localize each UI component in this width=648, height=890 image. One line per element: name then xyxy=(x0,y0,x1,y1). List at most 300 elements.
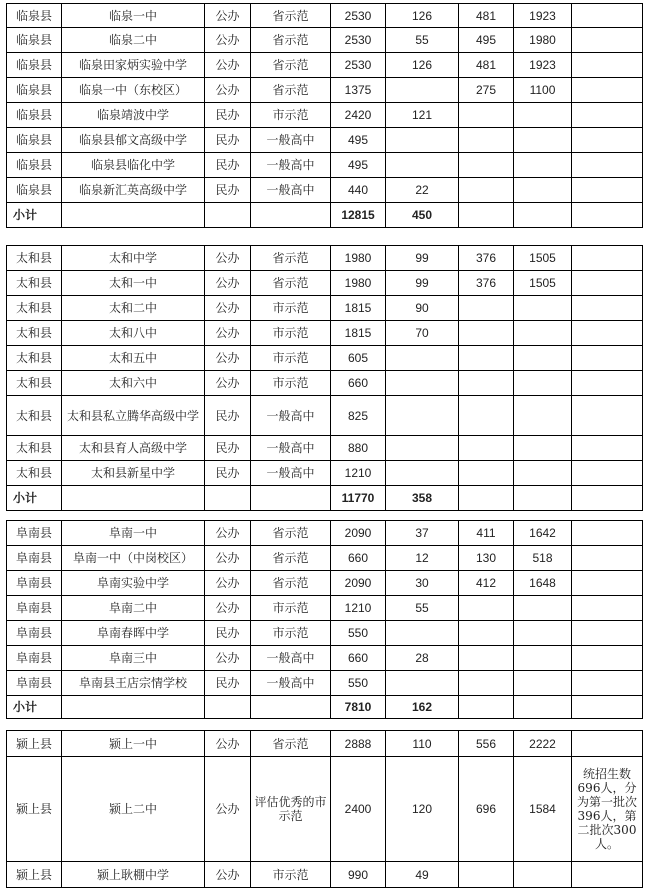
note-cell: 统招生数696人，分为第一批次396人，第二批次300人。 xyxy=(572,757,643,862)
quota-cell: 450 xyxy=(386,203,459,228)
quota-cell: 37 xyxy=(386,521,459,546)
enrollment-cell: 12815 xyxy=(331,203,386,228)
county-cell: 阜南县 xyxy=(7,621,62,646)
batch-one-cell xyxy=(459,346,514,371)
enrollment-cell: 825 xyxy=(331,396,386,436)
batch-one-cell: 412 xyxy=(459,571,514,596)
batch-two-cell: 1584 xyxy=(514,757,572,862)
county-cell: 阜南县 xyxy=(7,571,62,596)
quota-cell: 110 xyxy=(386,731,459,757)
enrollment-table-linquan xyxy=(6,3,643,228)
enrollment-cell: 1980 xyxy=(331,271,386,296)
enrollment-cell: 990 xyxy=(331,862,386,888)
county-cell: 太和县 xyxy=(7,371,62,396)
ownership-cell: 公办 xyxy=(205,757,251,862)
school-cell: 太和六中 xyxy=(62,371,205,396)
county-cell: 颍上县 xyxy=(7,731,62,757)
note-cell xyxy=(572,296,643,321)
batch-two-cell xyxy=(514,321,572,346)
school-cell: 颍上一中 xyxy=(62,731,205,757)
enrollment-cell: 1815 xyxy=(331,296,386,321)
level-cell: 一般高中 xyxy=(251,396,331,436)
enrollment-cell: 2420 xyxy=(331,103,386,128)
level-cell: 市示范 xyxy=(251,596,331,621)
table-row xyxy=(7,4,643,28)
enrollment-cell: 1210 xyxy=(331,461,386,486)
subtotal-label: 小计 xyxy=(7,203,62,228)
note-cell xyxy=(572,646,643,671)
school-cell: 太和一中 xyxy=(62,271,205,296)
level-cell: 省示范 xyxy=(251,546,331,571)
batch-one-cell xyxy=(459,646,514,671)
ownership-cell: 民办 xyxy=(205,396,251,436)
enrollment-cell: 660 xyxy=(331,371,386,396)
county-cell: 阜南县 xyxy=(7,521,62,546)
batch-one-cell: 481 xyxy=(459,4,514,28)
note-cell xyxy=(572,571,643,596)
batch-one-cell xyxy=(459,203,514,228)
level-cell: 一般高中 xyxy=(251,671,331,696)
quota-cell: 162 xyxy=(386,696,459,719)
table-row xyxy=(7,246,643,271)
note-cell xyxy=(572,486,643,511)
table-row xyxy=(7,646,643,671)
level-cell: 一般高中 xyxy=(251,128,331,153)
quota-cell xyxy=(386,461,459,486)
table-row xyxy=(7,436,643,461)
school-cell: 太和中学 xyxy=(62,246,205,271)
batch-two-cell xyxy=(514,103,572,128)
table-row xyxy=(7,671,643,696)
quota-cell: 99 xyxy=(386,246,459,271)
batch-two-cell: 1980 xyxy=(514,28,572,53)
table-row xyxy=(7,546,643,571)
table-row xyxy=(7,596,643,621)
table-row xyxy=(7,153,643,178)
batch-two-cell xyxy=(514,128,572,153)
enrollment-cell: 1815 xyxy=(331,321,386,346)
school-cell: 临泉一中 xyxy=(62,4,205,28)
batch-one-cell xyxy=(459,103,514,128)
batch-one-cell xyxy=(459,486,514,511)
batch-one-cell xyxy=(459,321,514,346)
school-cell: 阜南春晖中学 xyxy=(62,621,205,646)
batch-two-cell xyxy=(514,153,572,178)
school-cell: 颍上耿棚中学 xyxy=(62,862,205,888)
ownership-cell: 民办 xyxy=(205,671,251,696)
note-cell xyxy=(572,521,643,546)
ownership-cell: 公办 xyxy=(205,731,251,757)
subtotal-label: 小计 xyxy=(7,696,62,719)
ownership-cell: 公办 xyxy=(205,296,251,321)
level-cell: 市示范 xyxy=(251,862,331,888)
school-cell xyxy=(62,696,205,719)
ownership-cell: 公办 xyxy=(205,28,251,53)
enrollment-table-taihe xyxy=(6,245,643,511)
level-cell xyxy=(251,696,331,719)
batch-one-cell xyxy=(459,621,514,646)
note-cell xyxy=(572,396,643,436)
ownership-cell: 公办 xyxy=(205,596,251,621)
level-cell: 省示范 xyxy=(251,53,331,78)
batch-two-cell: 1505 xyxy=(514,246,572,271)
batch-one-cell: 130 xyxy=(459,546,514,571)
note-cell xyxy=(572,28,643,53)
table-row xyxy=(7,396,643,436)
note-cell xyxy=(572,671,643,696)
batch-two-cell: 1100 xyxy=(514,78,572,103)
batch-one-cell xyxy=(459,178,514,203)
enrollment-cell: 550 xyxy=(331,671,386,696)
enrollment-cell: 2530 xyxy=(331,28,386,53)
level-cell: 一般高中 xyxy=(251,436,331,461)
school-cell: 阜南三中 xyxy=(62,646,205,671)
batch-one-cell: 696 xyxy=(459,757,514,862)
table-row xyxy=(7,346,643,371)
note-cell xyxy=(572,78,643,103)
note-cell xyxy=(572,246,643,271)
county-cell: 颍上县 xyxy=(7,862,62,888)
note-cell xyxy=(572,203,643,228)
batch-one-cell xyxy=(459,128,514,153)
table-row xyxy=(7,53,643,78)
school-cell: 太和五中 xyxy=(62,346,205,371)
school-cell: 太和县育人高级中学 xyxy=(62,436,205,461)
level-cell: 省示范 xyxy=(251,271,331,296)
table-row xyxy=(7,321,643,346)
level-cell: 省示范 xyxy=(251,521,331,546)
note-cell xyxy=(572,128,643,153)
ownership-cell: 民办 xyxy=(205,461,251,486)
quota-cell: 99 xyxy=(386,271,459,296)
subtotal-label: 小计 xyxy=(7,486,62,511)
school-cell: 临泉田家炳实验中学 xyxy=(62,53,205,78)
school-cell: 临泉二中 xyxy=(62,28,205,53)
enrollment-cell: 1980 xyxy=(331,246,386,271)
batch-one-cell: 376 xyxy=(459,271,514,296)
county-cell: 阜南县 xyxy=(7,646,62,671)
note-cell xyxy=(572,178,643,203)
enrollment-cell: 2530 xyxy=(331,53,386,78)
county-cell: 太和县 xyxy=(7,246,62,271)
ownership-cell: 公办 xyxy=(205,571,251,596)
school-cell: 太和二中 xyxy=(62,296,205,321)
table-row xyxy=(7,731,643,757)
level-cell: 省示范 xyxy=(251,731,331,757)
county-cell: 临泉县 xyxy=(7,78,62,103)
ownership-cell: 公办 xyxy=(205,78,251,103)
enrollment-cell: 2090 xyxy=(331,571,386,596)
ownership-cell: 公办 xyxy=(205,862,251,888)
ownership-cell: 公办 xyxy=(205,371,251,396)
county-cell: 临泉县 xyxy=(7,103,62,128)
school-cell: 阜南二中 xyxy=(62,596,205,621)
ownership-cell xyxy=(205,203,251,228)
note-cell xyxy=(572,546,643,571)
table-row xyxy=(7,103,643,128)
batch-two-cell xyxy=(514,371,572,396)
ownership-cell: 公办 xyxy=(205,246,251,271)
ownership-cell: 公办 xyxy=(205,646,251,671)
batch-two-cell: 518 xyxy=(514,546,572,571)
enrollment-table-yingshang xyxy=(6,730,643,888)
quota-cell xyxy=(386,436,459,461)
ownership-cell: 民办 xyxy=(205,153,251,178)
ownership-cell: 公办 xyxy=(205,53,251,78)
level-cell xyxy=(251,203,331,228)
county-cell: 阜南县 xyxy=(7,671,62,696)
subtotal-row xyxy=(7,203,643,228)
batch-two-cell xyxy=(514,862,572,888)
county-cell: 太和县 xyxy=(7,321,62,346)
level-cell: 一般高中 xyxy=(251,178,331,203)
level-cell: 省示范 xyxy=(251,246,331,271)
batch-two-cell xyxy=(514,621,572,646)
ownership-cell: 民办 xyxy=(205,103,251,128)
school-cell: 临泉一中（东校区） xyxy=(62,78,205,103)
quota-cell: 358 xyxy=(386,486,459,511)
school-cell: 临泉新汇英高级中学 xyxy=(62,178,205,203)
enrollment-cell: 660 xyxy=(331,646,386,671)
ownership-cell: 民办 xyxy=(205,621,251,646)
county-cell: 临泉县 xyxy=(7,153,62,178)
school-cell: 临泉靖波中学 xyxy=(62,103,205,128)
table-row xyxy=(7,862,643,888)
quota-cell xyxy=(386,346,459,371)
batch-two-cell xyxy=(514,178,572,203)
county-cell: 临泉县 xyxy=(7,53,62,78)
batch-one-cell xyxy=(459,696,514,719)
county-cell: 太和县 xyxy=(7,461,62,486)
batch-one-cell xyxy=(459,461,514,486)
table-row xyxy=(7,178,643,203)
enrollment-cell: 880 xyxy=(331,436,386,461)
level-cell: 市示范 xyxy=(251,296,331,321)
batch-one-cell xyxy=(459,671,514,696)
level-cell: 一般高中 xyxy=(251,646,331,671)
enrollment-cell: 605 xyxy=(331,346,386,371)
level-cell: 市示范 xyxy=(251,103,331,128)
quota-cell: 12 xyxy=(386,546,459,571)
ownership-cell: 民办 xyxy=(205,178,251,203)
table-row xyxy=(7,271,643,296)
quota-cell: 90 xyxy=(386,296,459,321)
enrollment-cell: 495 xyxy=(331,153,386,178)
quota-cell: 70 xyxy=(386,321,459,346)
enrollment-cell: 495 xyxy=(331,128,386,153)
enrollment-table-funan xyxy=(6,520,643,719)
note-cell xyxy=(572,103,643,128)
note-cell xyxy=(572,731,643,757)
school-cell: 阜南一中 xyxy=(62,521,205,546)
note-cell xyxy=(572,621,643,646)
batch-one-cell: 495 xyxy=(459,28,514,53)
school-cell: 太和县私立腾华高级中学 xyxy=(62,396,205,436)
table-row xyxy=(7,461,643,486)
school-cell: 阜南县王店宗情学校 xyxy=(62,671,205,696)
county-cell: 临泉县 xyxy=(7,28,62,53)
note-cell xyxy=(572,271,643,296)
table-row xyxy=(7,78,643,103)
county-cell: 太和县 xyxy=(7,396,62,436)
level-cell: 市示范 xyxy=(251,371,331,396)
enrollment-cell: 2888 xyxy=(331,731,386,757)
ownership-cell: 民办 xyxy=(205,436,251,461)
enrollment-cell: 2530 xyxy=(331,4,386,28)
table-row xyxy=(7,371,643,396)
batch-two-cell: 2222 xyxy=(514,731,572,757)
level-cell: 市示范 xyxy=(251,346,331,371)
ownership-cell: 公办 xyxy=(205,321,251,346)
batch-two-cell xyxy=(514,646,572,671)
enrollment-cell: 7810 xyxy=(331,696,386,719)
note-cell xyxy=(572,4,643,28)
school-cell: 太和八中 xyxy=(62,321,205,346)
batch-two-cell xyxy=(514,296,572,321)
batch-two-cell xyxy=(514,696,572,719)
batch-two-cell xyxy=(514,461,572,486)
ownership-cell: 公办 xyxy=(205,521,251,546)
quota-cell: 30 xyxy=(386,571,459,596)
school-cell xyxy=(62,486,205,511)
quota-cell xyxy=(386,621,459,646)
enrollment-cell: 2400 xyxy=(331,757,386,862)
batch-one-cell: 481 xyxy=(459,53,514,78)
level-cell: 省示范 xyxy=(251,28,331,53)
level-cell: 省示范 xyxy=(251,571,331,596)
ownership-cell: 民办 xyxy=(205,128,251,153)
quota-cell xyxy=(386,671,459,696)
level-cell: 市示范 xyxy=(251,621,331,646)
ownership-cell xyxy=(205,486,251,511)
note-cell xyxy=(572,53,643,78)
batch-one-cell xyxy=(459,596,514,621)
ownership-cell xyxy=(205,696,251,719)
batch-two-cell: 1648 xyxy=(514,571,572,596)
school-cell: 太和县新星中学 xyxy=(62,461,205,486)
county-cell: 太和县 xyxy=(7,271,62,296)
batch-two-cell xyxy=(514,596,572,621)
quota-cell: 55 xyxy=(386,28,459,53)
note-cell xyxy=(572,461,643,486)
level-cell: 评估优秀的市示范 xyxy=(251,757,331,862)
table-row xyxy=(7,28,643,53)
school-cell xyxy=(62,203,205,228)
note-cell xyxy=(572,371,643,396)
batch-one-cell xyxy=(459,153,514,178)
enrollment-cell: 11770 xyxy=(331,486,386,511)
quota-cell: 55 xyxy=(386,596,459,621)
quota-cell: 120 xyxy=(386,757,459,862)
batch-two-cell xyxy=(514,396,572,436)
batch-two-cell: 1642 xyxy=(514,521,572,546)
batch-one-cell xyxy=(459,396,514,436)
county-cell: 阜南县 xyxy=(7,596,62,621)
note-cell xyxy=(572,346,643,371)
school-cell: 颍上二中 xyxy=(62,757,205,862)
quota-cell: 28 xyxy=(386,646,459,671)
batch-two-cell xyxy=(514,436,572,461)
county-cell: 颍上县 xyxy=(7,757,62,862)
batch-two-cell xyxy=(514,486,572,511)
school-cell: 临泉县郁文高级中学 xyxy=(62,128,205,153)
batch-one-cell: 275 xyxy=(459,78,514,103)
county-cell: 太和县 xyxy=(7,436,62,461)
note-cell xyxy=(572,153,643,178)
batch-one-cell: 556 xyxy=(459,731,514,757)
batch-two-cell: 1505 xyxy=(514,271,572,296)
table-row xyxy=(7,757,643,862)
batch-one-cell: 376 xyxy=(459,246,514,271)
quota-cell: 126 xyxy=(386,4,459,28)
level-cell xyxy=(251,486,331,511)
enrollment-cell: 550 xyxy=(331,621,386,646)
enrollment-cell: 440 xyxy=(331,178,386,203)
enrollment-cell: 1375 xyxy=(331,78,386,103)
quota-cell xyxy=(386,128,459,153)
county-cell: 阜南县 xyxy=(7,546,62,571)
ownership-cell: 公办 xyxy=(205,346,251,371)
ownership-cell: 公办 xyxy=(205,271,251,296)
batch-one-cell xyxy=(459,371,514,396)
note-cell xyxy=(572,596,643,621)
batch-one-cell xyxy=(459,862,514,888)
subtotal-row xyxy=(7,696,643,719)
ownership-cell: 公办 xyxy=(205,546,251,571)
quota-cell xyxy=(386,396,459,436)
note-cell xyxy=(572,321,643,346)
quota-cell xyxy=(386,78,459,103)
table-row xyxy=(7,521,643,546)
level-cell: 省示范 xyxy=(251,78,331,103)
school-cell: 阜南一中（中岗校区） xyxy=(62,546,205,571)
quota-cell xyxy=(386,371,459,396)
quota-cell: 126 xyxy=(386,53,459,78)
batch-one-cell: 411 xyxy=(459,521,514,546)
enrollment-cell: 2090 xyxy=(331,521,386,546)
county-cell: 太和县 xyxy=(7,346,62,371)
quota-cell: 49 xyxy=(386,862,459,888)
batch-one-cell xyxy=(459,296,514,321)
batch-one-cell xyxy=(459,436,514,461)
table-row xyxy=(7,571,643,596)
level-cell: 一般高中 xyxy=(251,153,331,178)
note-cell xyxy=(572,862,643,888)
level-cell: 市示范 xyxy=(251,321,331,346)
table-row xyxy=(7,296,643,321)
batch-two-cell: 1923 xyxy=(514,4,572,28)
level-cell: 一般高中 xyxy=(251,461,331,486)
county-cell: 临泉县 xyxy=(7,4,62,28)
ownership-cell: 公办 xyxy=(205,4,251,28)
note-cell xyxy=(572,436,643,461)
batch-two-cell: 1923 xyxy=(514,53,572,78)
table-row xyxy=(7,621,643,646)
table-row xyxy=(7,128,643,153)
note-cell xyxy=(572,696,643,719)
quota-cell xyxy=(386,153,459,178)
enrollment-cell: 1210 xyxy=(331,596,386,621)
county-cell: 临泉县 xyxy=(7,128,62,153)
batch-two-cell xyxy=(514,203,572,228)
county-cell: 临泉县 xyxy=(7,178,62,203)
subtotal-row xyxy=(7,486,643,511)
school-cell: 阜南实验中学 xyxy=(62,571,205,596)
level-cell: 省示范 xyxy=(251,4,331,28)
quota-cell: 22 xyxy=(386,178,459,203)
county-cell: 太和县 xyxy=(7,296,62,321)
school-cell: 临泉县临化中学 xyxy=(62,153,205,178)
